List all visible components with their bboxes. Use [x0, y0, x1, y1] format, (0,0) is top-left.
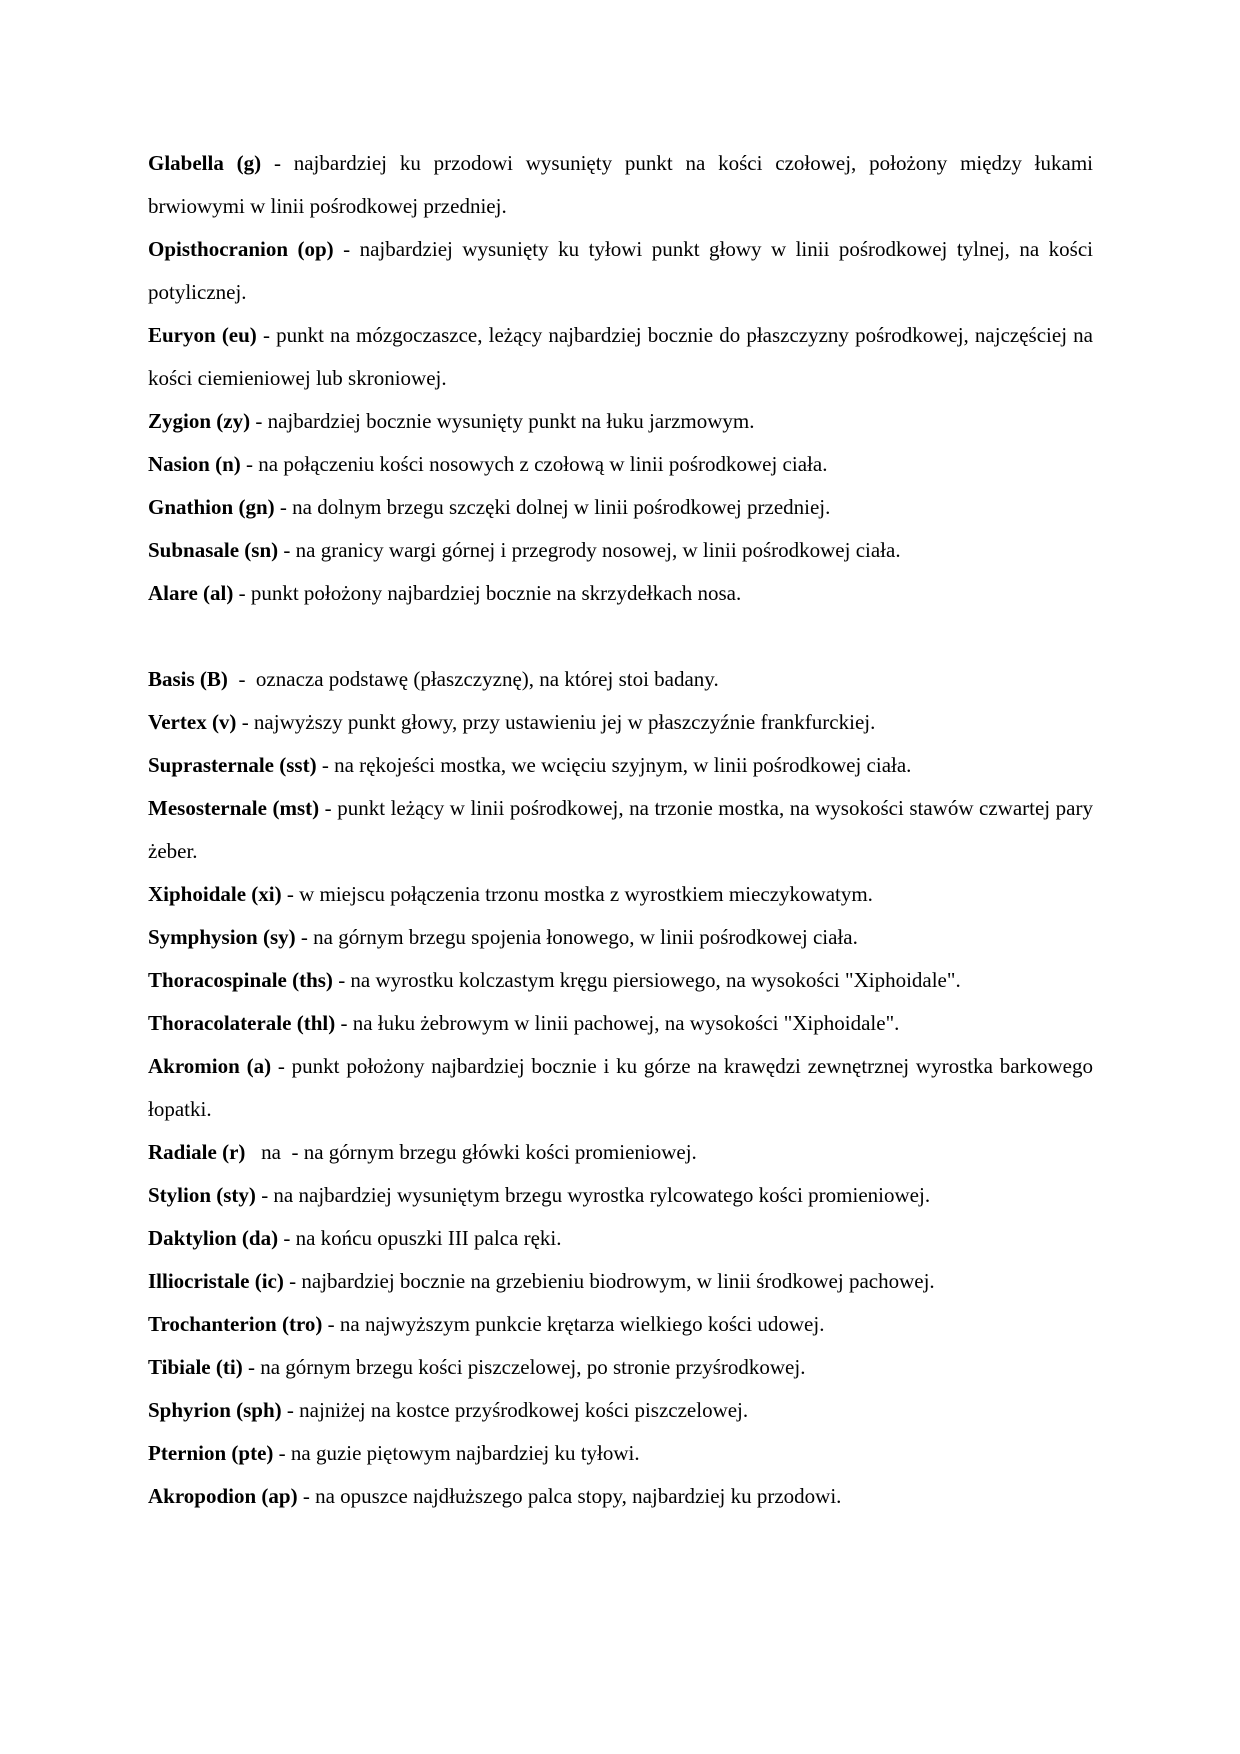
term: Zygion (zy) — [148, 409, 251, 433]
document-page — [148, 142, 1093, 1518]
section-spacer — [148, 615, 1093, 658]
definition-zygion — [148, 400, 1093, 443]
term: Pternion (pte) — [148, 1441, 274, 1465]
description: - najbardziej wysunięty ku tyłowi punkt głowy w linii pośrodkowej tylnej, na kości potylicznej. — [148, 237, 1093, 304]
definition-alare — [148, 572, 1093, 615]
definition-suprasternale — [148, 744, 1093, 787]
term: Basis (B) — [148, 667, 228, 691]
term: Sphyrion (sph) — [148, 1398, 282, 1422]
definition-radiale — [148, 1131, 1093, 1174]
description: - na górnym brzegu spojenia łonowego, w linii pośrodkowej ciała. — [295, 925, 858, 949]
definition-illiocristale — [148, 1260, 1093, 1303]
definition-thoracolaterale — [148, 1002, 1093, 1045]
term: Thoracolaterale (thl) — [148, 1011, 336, 1035]
description: - najbardziej ku przodowi wysunięty punkt na kości czołowej, położony między łukami brwiowymi w linii pośrodkowej przedniej. — [148, 151, 1094, 218]
definitions-group-head — [148, 142, 1093, 615]
term: Radiale (r) — [148, 1140, 246, 1164]
term: Symphysion (sy) — [148, 925, 296, 949]
definition-daktylion — [148, 1217, 1093, 1260]
term: Mesosternale (mst) — [148, 796, 320, 820]
description: - na łuku żebrowym w linii pachowej, na wysokości "Xiphoidale". — [335, 1011, 900, 1035]
term: Opisthocranion (op) — [148, 237, 334, 261]
description: - na wyrostku kolczastym kręgu piersiowego, na wysokości "Xiphoidale". — [332, 968, 961, 992]
definition-akropodion — [148, 1475, 1093, 1518]
description: - najwyższy punkt głowy, przy ustawieniu jej w płaszczyźnie frankfurckiej. — [236, 710, 876, 734]
description: - na dolnym brzegu szczęki dolnej w linii pośrodkowej przedniej. — [274, 495, 831, 519]
description: - na granicy wargi górnej i przegrody nosowej, w linii pośrodkowej ciała. — [278, 538, 901, 562]
definition-basis — [148, 658, 1093, 701]
definition-akromion — [148, 1045, 1093, 1131]
description: - na najbardziej wysuniętym brzegu wyrostka rylcowatego kości promieniowej. — [255, 1183, 931, 1207]
definition-euryon — [148, 314, 1093, 400]
description: - na górnym brzegu kości piszczelowej, po stronie przyśrodkowej. — [242, 1355, 806, 1379]
term: Tibiale (ti) — [148, 1355, 243, 1379]
definition-trochanterion — [148, 1303, 1093, 1346]
description: na - na górnym brzegu główki kości promieniowej. — [245, 1140, 697, 1164]
description: - najniżej na kostce przyśrodkowej kości piszczelowej. — [281, 1398, 749, 1422]
definition-pternion — [148, 1432, 1093, 1475]
description: - oznacza podstawę (płaszczyznę), na której stoi badany. — [227, 667, 719, 691]
definition-vertex — [148, 701, 1093, 744]
definition-opisthocranion — [148, 228, 1093, 314]
definitions-group-body — [148, 658, 1093, 1518]
term: Vertex (v) — [148, 710, 237, 734]
term: Nasion (n) — [148, 452, 241, 476]
description: - na najwyższym punkcie krętarza wielkiego kości udowej. — [322, 1312, 825, 1336]
term: Illiocristale (ic) — [148, 1269, 284, 1293]
definition-symphysion — [148, 916, 1093, 959]
description: - na rękojeści mostka, we wcięciu szyjnym, w linii pośrodkowej ciała. — [316, 753, 912, 777]
term: Glabella (g) — [148, 151, 262, 175]
definition-sphyrion — [148, 1389, 1093, 1432]
term: Trochanterion (tro) — [148, 1312, 323, 1336]
description: - na opuszce najdłuższego palca stopy, najbardziej ku przodowi. — [297, 1484, 842, 1508]
definition-subnasale — [148, 529, 1093, 572]
term: Euryon (eu) — [148, 323, 257, 347]
term: Akromion (a) — [148, 1054, 272, 1078]
description: - najbardziej bocznie wysunięty punkt na łuku jarzmowym. — [250, 409, 755, 433]
term: Subnasale (sn) — [148, 538, 279, 562]
definition-xiphoidale — [148, 873, 1093, 916]
term: Suprasternale (sst) — [148, 753, 317, 777]
definition-mesosternale — [148, 787, 1093, 873]
description: - punkt na mózgoczaszce, leżący najbardziej bocznie do płaszczyzny pośrodkowej, najczęściej na kości ciemieniowej lub skroniowej. — [148, 323, 1093, 390]
term: Akropodion (ap) — [148, 1484, 298, 1508]
term: Alare (al) — [148, 581, 234, 605]
description: - najbardziej bocznie na grzebieniu biodrowym, w linii środkowej pachowej. — [283, 1269, 935, 1293]
definition-nasion — [148, 443, 1093, 486]
description: - na guzie piętowym najbardziej ku tyłowi. — [273, 1441, 640, 1465]
description: - na końcu opuszki III palca ręki. — [278, 1226, 562, 1250]
definition-tibiale — [148, 1346, 1093, 1389]
term: Daktylion (da) — [148, 1226, 279, 1250]
definition-gnathion — [148, 486, 1093, 529]
definition-stylion — [148, 1174, 1093, 1217]
description: - na połączeniu kości nosowych z czołową w linii pośrodkowej ciała. — [240, 452, 828, 476]
definition-glabella — [148, 142, 1093, 228]
term: Stylion (sty) — [148, 1183, 256, 1207]
description: - punkt leżący w linii pośrodkowej, na trzonie mostka, na wysokości stawów czwartej pary żeber. — [148, 796, 1093, 863]
description: - punkt położony najbardziej bocznie i ku górze na krawędzi zewnętrznej wyrostka barkowego łopatki. — [148, 1054, 1094, 1121]
definition-thoracospinale — [148, 959, 1093, 1002]
description: - punkt położony najbardziej bocznie na skrzydełkach nosa. — [233, 581, 742, 605]
description: - w miejscu połączenia trzonu mostka z wyrostkiem mieczykowatym. — [281, 882, 873, 906]
term: Xiphoidale (xi) — [148, 882, 282, 906]
term: Gnathion (gn) — [148, 495, 275, 519]
term: Thoracospinale (ths) — [148, 968, 333, 992]
